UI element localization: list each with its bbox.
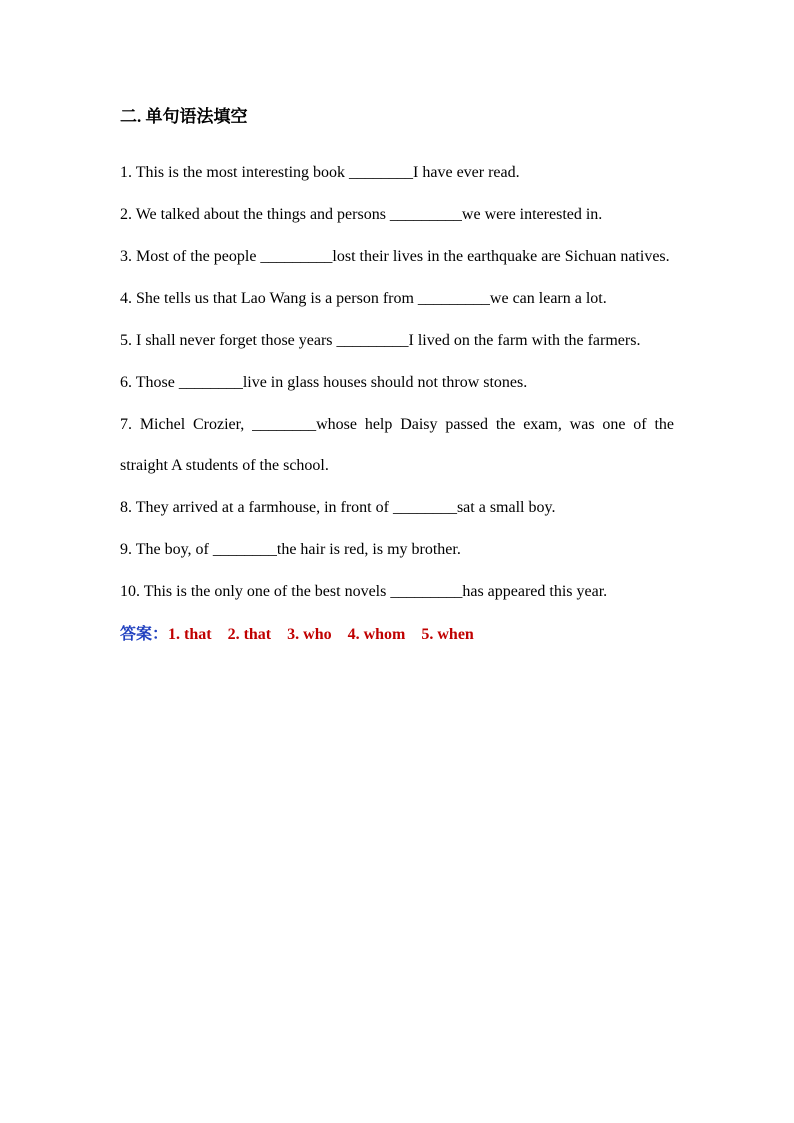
question-5: 5. I shall never forget those years _________I lived on the farm with the farmers. (120, 331, 641, 349)
answer-item-5: 5. when (421, 625, 474, 643)
answer-item-4: 4. whom (347, 625, 406, 643)
question-10: 10. This is the only one of the best novels _________has appeared this year. (120, 583, 608, 600)
answer-label: 答案： (120, 625, 169, 643)
question-9: 9. The boy, of ________the hair is red, is my brother. (120, 541, 461, 558)
question-8: 8. They arrived at a farmhouse, in front of ________sat a small boy. (120, 499, 556, 516)
answer-item-1: 1. that (168, 625, 212, 643)
question-7: 7. Michel Crozier, ________whose help Daisy passed the exam, was one of the straight A students of the school. (120, 415, 674, 474)
answer-item-2: 2. that (227, 625, 272, 643)
question-1: 1. This is the most interesting book ________I have ever read. (120, 163, 520, 181)
question-3: 3. Most of the people _________lost their lives in the earthquake are Sichuan natives. (120, 247, 670, 265)
answer-item-3: 3. who (287, 625, 332, 643)
question-6: 6. Those ________live in glass houses should not throw stones. (120, 373, 528, 391)
question-2: 2. We talked about the things and persons _________we were interested in. (120, 205, 603, 223)
worksheet-page (120, 103, 674, 649)
question-4: 4. She tells us that Lao Wang is a person from _________we can learn a lot. (120, 289, 607, 307)
answer-key (120, 621, 674, 649)
section-heading: 二. 单句语法填空 (120, 107, 248, 126)
